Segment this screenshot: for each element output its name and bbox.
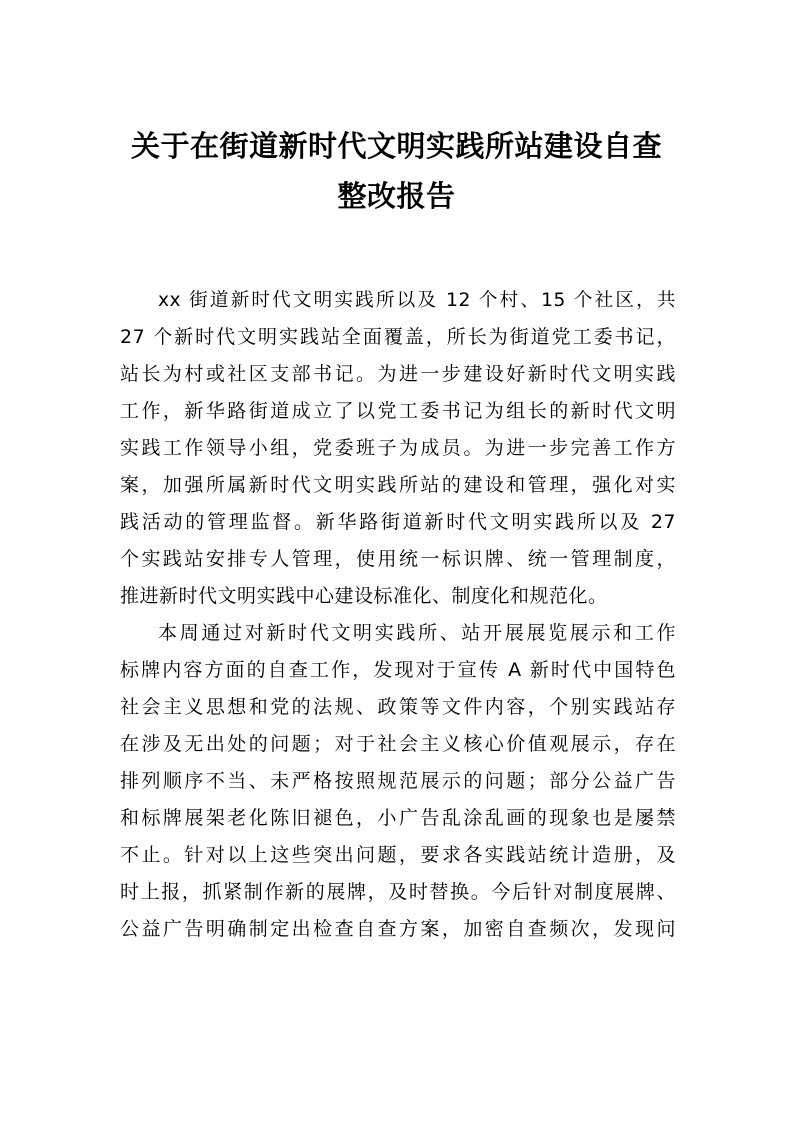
document-body	[120, 282, 676, 948]
title-line-1: 关于在街道新时代文明实践所站建设自查	[130, 129, 662, 163]
paragraph-line: xx 街道新时代文明实践所以及 12 个村、15 个社区，共	[158, 290, 676, 311]
paragraph-line: 公益广告明确制定出检查自查方案，加密自查频次，发现问	[120, 918, 676, 940]
paragraph-line: 践活动的管理监督。新华路街道新时代文明实践所以及 27	[120, 511, 676, 533]
paragraph-line: 案，加强所属新时代文明实践所站的建设和管理，强化对实	[120, 474, 676, 496]
paragraph-2	[120, 615, 676, 948]
paragraph-line: 27 个新时代文明实践站全面覆盖，所长为街道党工委书记，	[120, 326, 676, 348]
paragraph-line: 推进新时代文明实践中心建设标准化、制度化和规范化。	[120, 585, 608, 607]
paragraph-line: 在涉及无出处的问题；对于社会主义核心价值观展示，存在	[120, 733, 676, 755]
paragraph-line: 标牌内容方面的自查工作，发现对于宣传 A 新时代中国特色	[120, 659, 676, 681]
paragraph-line: 实践工作领导小组，党委班子为成员。为进一步完善工作方	[120, 437, 676, 459]
title-line-2: 整改报告	[337, 179, 456, 213]
paragraph-line: 排列顺序不当、未严格按照规范展示的问题；部分公益广告	[120, 770, 676, 792]
paragraph-line: 时上报，抓紧制作新的展牌，及时替换。今后针对制度展牌、	[120, 881, 676, 903]
paragraph-line: 个实践站安排专人管理，使用统一标识牌、统一管理制度，	[120, 548, 676, 570]
paragraph-line: 不止。针对以上这些突出问题，要求各实践站统计造册，及	[120, 844, 676, 866]
paragraph-line: 本周通过对新时代文明实践所、站开展展览展示和工作	[158, 622, 676, 644]
document-title	[100, 121, 693, 221]
paragraph-line: 工作，新华路街道成立了以党工委书记为组长的新时代文明	[120, 400, 676, 422]
paragraph-line: 社会主义思想和党的法规、政策等文件内容，个别实践站存	[120, 696, 676, 718]
paragraph-line: 和标牌展架老化陈旧褪色，小广告乱涂乱画的现象也是屡禁	[120, 807, 676, 829]
paragraph-line: 站长为村或社区支部书记。为进一步建设好新时代文明实践	[120, 363, 676, 385]
paragraph-1	[120, 282, 676, 615]
